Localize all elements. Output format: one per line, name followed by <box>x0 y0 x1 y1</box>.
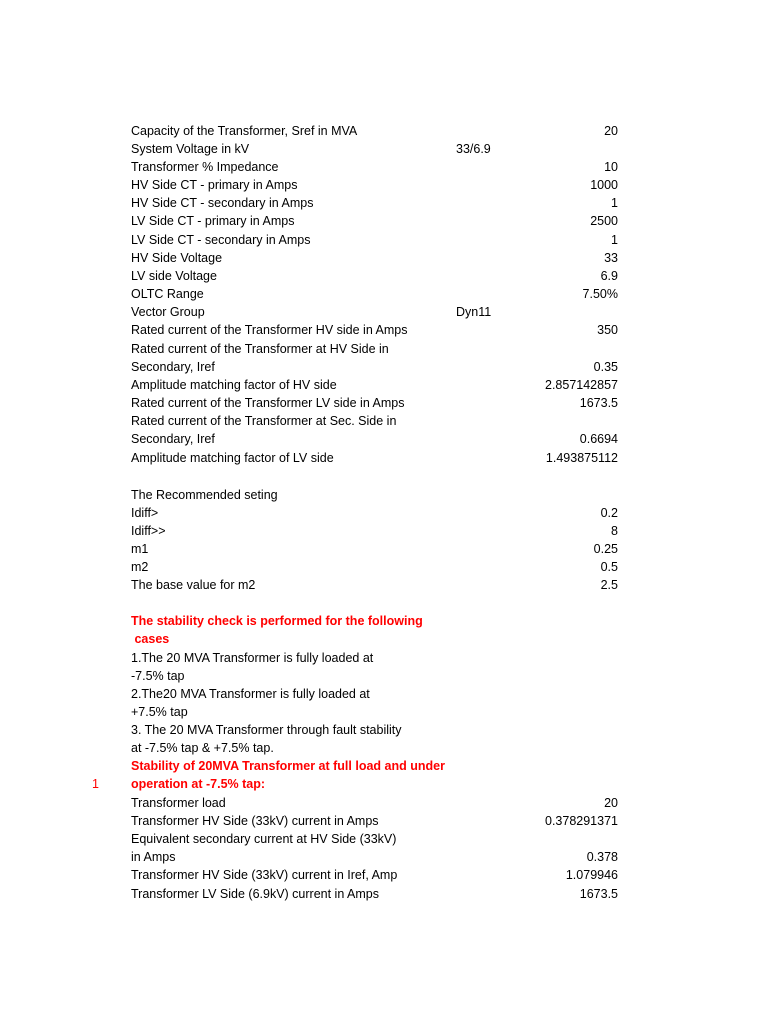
param-row <box>0 396 768 414</box>
param-value: 33 <box>604 251 618 265</box>
param-label: Rated current of the Transformer at Sec. Side in <box>131 414 397 428</box>
param-row <box>0 160 768 178</box>
param-value: 7.50% <box>582 287 618 301</box>
param-label: LV Side CT - secondary in Amps <box>131 233 311 247</box>
case1-label: Equivalent secondary current at HV Side (33kV) <box>131 832 397 846</box>
param-value: 1 <box>611 196 618 210</box>
param-label: Transformer % Impedance <box>131 160 279 174</box>
setting-row <box>0 542 768 560</box>
case1-value: 0.378 <box>586 850 618 864</box>
param-row <box>0 214 768 232</box>
param-label: Capacity of the Transformer, Sref in MVA <box>131 124 358 138</box>
param-row <box>0 360 768 378</box>
setting-label: The base value for m2 <box>131 578 256 592</box>
param-label: OLTC Range <box>131 287 204 301</box>
param-row <box>0 378 768 396</box>
case1-label: Transformer LV Side (6.9kV) current in Amps <box>131 887 380 901</box>
case-line: 2.The20 MVA Transformer is fully loaded at <box>131 687 370 701</box>
case1-value: 1673.5 <box>579 887 618 901</box>
setting-row <box>0 578 768 596</box>
case-line: +7.5% tap <box>131 705 188 719</box>
case1-row <box>0 850 768 868</box>
param-label: LV Side CT - primary in Amps <box>131 214 295 228</box>
param-label: HV Side CT - secondary in Amps <box>131 196 314 210</box>
stability-heading: The stability check is performed for the following <box>131 614 423 628</box>
case1-heading-cont: operation at -7.5% tap: <box>131 777 266 791</box>
setting-row <box>0 560 768 578</box>
param-row <box>0 251 768 269</box>
param-label: Vector Group <box>131 305 205 319</box>
case1-label: Transformer HV Side (33kV) current in Iref, Amp <box>131 868 398 882</box>
case1-heading-row <box>0 777 768 795</box>
case-line-row <box>0 669 768 687</box>
case1-row <box>0 832 768 850</box>
setting-row <box>0 524 768 542</box>
param-value: 10 <box>604 160 618 174</box>
case1-row <box>0 796 768 814</box>
param-row <box>0 432 768 450</box>
setting-label: Idiff>> <box>131 524 166 538</box>
param-row <box>0 305 768 323</box>
param-label: Amplitude matching factor of HV side <box>131 378 337 392</box>
param-row <box>0 233 768 251</box>
case1-row <box>0 887 768 905</box>
param-label: Secondary, Iref <box>131 360 215 374</box>
param-row <box>0 287 768 305</box>
param-row <box>0 178 768 196</box>
param-value: 1.493875112 <box>545 451 618 465</box>
setting-value: 0.25 <box>593 542 618 556</box>
case1-row <box>0 814 768 832</box>
param-row <box>0 342 768 360</box>
case-line-row <box>0 723 768 741</box>
param-label: Rated current of the Transformer LV side in Amps <box>131 396 405 410</box>
case-line-row <box>0 687 768 705</box>
setting-value: 0.2 <box>600 506 618 520</box>
param-label: Rated current of the Transformer at HV Side in <box>131 342 389 356</box>
case-line-row <box>0 705 768 723</box>
setting-label: m2 <box>131 560 149 574</box>
case-line-row <box>0 741 768 759</box>
setting-value: 2.5 <box>600 578 618 592</box>
param-label: Rated current of the Transformer HV side in Amps <box>131 323 408 337</box>
case-line: 3. The 20 MVA Transformer through fault stability <box>131 723 402 737</box>
param-row <box>0 414 768 432</box>
case-line: at -7.5% tap & +7.5% tap. <box>131 741 274 755</box>
setting-label: Idiff> <box>131 506 159 520</box>
case1-row <box>0 868 768 886</box>
setting-value: 8 <box>611 524 618 538</box>
param-row <box>0 451 768 469</box>
case-line: 1.The 20 MVA Transformer is fully loaded at <box>131 651 374 665</box>
param-label: LV side Voltage <box>131 269 217 283</box>
case1-heading-row <box>0 759 768 777</box>
case1-heading: Stability of 20MVA Transformer at full load and under <box>131 759 445 773</box>
param-label: HV Side Voltage <box>131 251 223 265</box>
case1-label: Transformer HV Side (33kV) current in Amps <box>131 814 379 828</box>
param-text-value: 33/6.9 <box>456 142 491 156</box>
param-value: 1000 <box>590 178 618 192</box>
param-row <box>0 196 768 214</box>
param-label: HV Side CT - primary in Amps <box>131 178 298 192</box>
param-value: 0.6694 <box>579 432 618 446</box>
stability-heading-cont: cases <box>131 632 170 646</box>
setting-row <box>0 506 768 524</box>
stability-heading-row <box>0 614 768 632</box>
param-value: 6.9 <box>600 269 618 283</box>
case-line: -7.5% tap <box>131 669 185 683</box>
param-value: 1673.5 <box>579 396 618 410</box>
setting-value: 0.5 <box>600 560 618 574</box>
param-row <box>0 269 768 287</box>
case1-index: 1 <box>92 777 99 791</box>
case1-value: 1.079946 <box>565 868 618 882</box>
param-value: 0.35 <box>593 360 618 374</box>
param-label: System Voltage in kV <box>131 142 250 156</box>
param-row <box>0 124 768 142</box>
param-row <box>0 142 768 160</box>
param-value: 1 <box>611 233 618 247</box>
param-value: 350 <box>597 323 618 337</box>
param-value: 20 <box>604 124 618 138</box>
param-text-value: Dyn11 <box>456 305 492 319</box>
param-label: Secondary, Iref <box>131 432 215 446</box>
setting-label: m1 <box>131 542 149 556</box>
param-label: Amplitude matching factor of LV side <box>131 451 334 465</box>
case-line-row <box>0 651 768 669</box>
recommended-heading-row <box>0 488 768 506</box>
case1-label: Transformer load <box>131 796 226 810</box>
param-row <box>0 323 768 341</box>
param-value: 2.857142857 <box>545 378 618 392</box>
case1-value: 0.378291371 <box>545 814 618 828</box>
case1-value: 20 <box>604 796 618 810</box>
param-value: 2500 <box>590 214 618 228</box>
case1-label: in Amps <box>131 850 176 864</box>
recommended-heading: The Recommended seting <box>131 488 278 502</box>
stability-heading-row <box>0 632 768 650</box>
